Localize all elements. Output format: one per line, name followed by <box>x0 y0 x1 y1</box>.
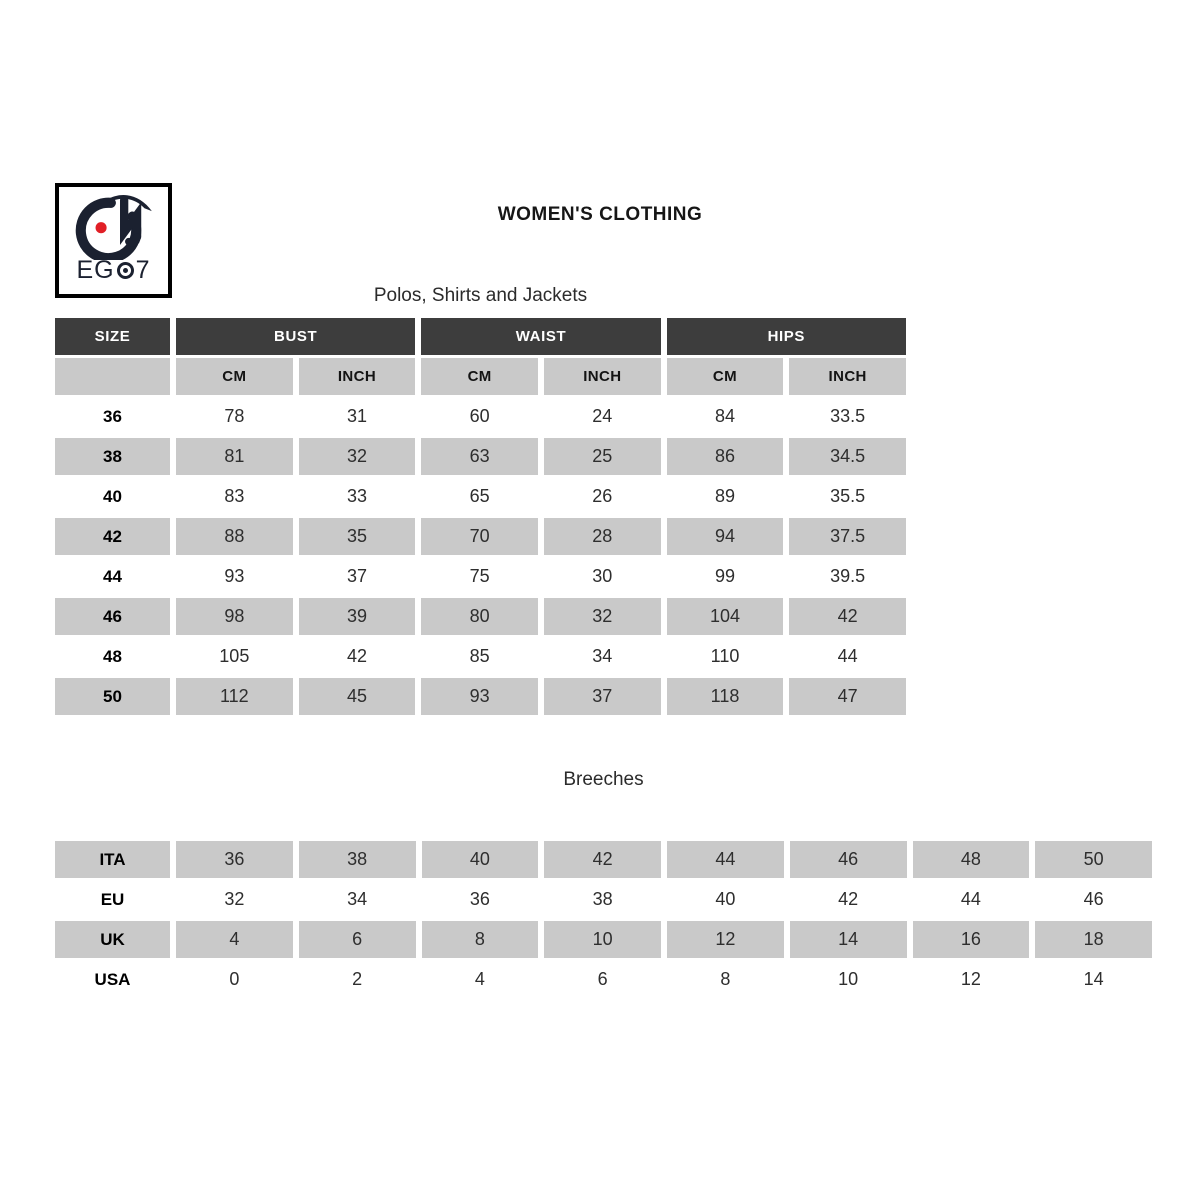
value-cell: 105 <box>219 646 250 666</box>
value-cell: 83 <box>224 486 245 506</box>
value-cell: 70 <box>421 518 538 555</box>
value-cell: 50 <box>1035 841 1152 878</box>
value-cell: 10 <box>838 969 859 989</box>
subheader-spacer-cell <box>55 358 170 395</box>
region-cell: EU <box>100 889 125 909</box>
value-cell: 0 <box>229 969 240 989</box>
column-header-size: SIZE <box>55 318 170 355</box>
value-cell: 98 <box>176 598 293 635</box>
value-cell: 6 <box>299 921 416 958</box>
value-cell: 14 <box>1083 969 1104 989</box>
value-cell: 10 <box>544 921 661 958</box>
column-header-hips: HIPS <box>667 318 906 355</box>
value-cell: 33 <box>346 486 367 506</box>
value-cell: 42 <box>838 889 859 909</box>
value-cell: 37 <box>346 566 367 586</box>
value-cell: 18 <box>1035 921 1152 958</box>
region-cell: USA <box>94 969 131 989</box>
value-cell: 36 <box>469 889 490 909</box>
value-cell: 99 <box>714 566 735 586</box>
value-cell: 34 <box>347 889 368 909</box>
subheader-bust-inch: INCH <box>299 358 416 395</box>
section-title-breeches: Breeches <box>563 769 644 790</box>
value-cell: 81 <box>176 438 293 475</box>
value-cell: 30 <box>592 566 613 586</box>
value-cell: 78 <box>224 406 245 426</box>
size-cell: 38 <box>55 438 170 475</box>
value-cell: 40 <box>715 889 736 909</box>
section-title-polos: Polos, Shirts and Jackets <box>373 285 588 306</box>
brand-name-prefix: EG <box>76 256 115 284</box>
value-cell: 44 <box>837 646 858 666</box>
value-cell: 65 <box>469 486 490 506</box>
value-cell: 2 <box>352 969 363 989</box>
value-cell: 32 <box>224 889 245 909</box>
region-cell: UK <box>55 921 170 958</box>
column-header-bust: BUST <box>176 318 415 355</box>
subheader-bust-cm: CM <box>176 358 293 395</box>
value-cell: 35 <box>299 518 416 555</box>
subheader-waist-cm: CM <box>421 358 538 395</box>
page-title: WOMEN'S CLOTHING <box>497 204 703 225</box>
value-cell: 34 <box>592 646 613 666</box>
value-cell: 33.5 <box>830 406 866 426</box>
value-cell: 24 <box>592 406 613 426</box>
value-cell: 80 <box>421 598 538 635</box>
value-cell: 32 <box>299 438 416 475</box>
value-cell: 44 <box>667 841 784 878</box>
size-cell: 46 <box>55 598 170 635</box>
value-cell: 46 <box>790 841 907 878</box>
value-cell: 38 <box>592 889 613 909</box>
value-cell: 8 <box>422 921 539 958</box>
value-cell: 93 <box>421 678 538 715</box>
value-cell: 42 <box>346 646 367 666</box>
size-cell: 36 <box>103 406 122 426</box>
value-cell: 89 <box>714 486 735 506</box>
value-cell: 88 <box>176 518 293 555</box>
value-cell: 8 <box>720 969 731 989</box>
value-cell: 25 <box>544 438 661 475</box>
value-cell: 28 <box>544 518 661 555</box>
value-cell: 93 <box>224 566 245 586</box>
brand-name <box>76 258 150 283</box>
size-cell: 40 <box>103 486 122 506</box>
value-cell: 94 <box>667 518 784 555</box>
value-cell: 63 <box>421 438 538 475</box>
value-cell: 37 <box>544 678 661 715</box>
size-cell: 44 <box>103 566 122 586</box>
value-cell: 46 <box>1083 889 1104 909</box>
value-cell: 40 <box>422 841 539 878</box>
value-cell: 16 <box>913 921 1030 958</box>
value-cell: 39.5 <box>830 566 866 586</box>
size-cell: 42 <box>55 518 170 555</box>
value-cell: 4 <box>474 969 485 989</box>
value-cell: 35.5 <box>830 486 866 506</box>
measurements-table <box>55 318 906 715</box>
value-cell: 118 <box>667 678 784 715</box>
value-cell: 75 <box>469 566 490 586</box>
value-cell: 12 <box>667 921 784 958</box>
value-cell: 86 <box>667 438 784 475</box>
region-cell: ITA <box>55 841 170 878</box>
breeches-table <box>55 841 1152 998</box>
subheader-hips-inch: INCH <box>789 358 906 395</box>
brand-logo <box>55 183 172 298</box>
value-cell: 38 <box>299 841 416 878</box>
value-cell: 34.5 <box>789 438 906 475</box>
value-cell: 37.5 <box>789 518 906 555</box>
column-header-waist: WAIST <box>421 318 660 355</box>
value-cell: 39 <box>299 598 416 635</box>
value-cell: 47 <box>789 678 906 715</box>
value-cell: 84 <box>714 406 735 426</box>
value-cell: 85 <box>469 646 490 666</box>
value-cell: 26 <box>592 486 613 506</box>
value-cell: 42 <box>789 598 906 635</box>
value-cell: 31 <box>346 406 367 426</box>
value-cell: 32 <box>544 598 661 635</box>
subheader-waist-inch: INCH <box>544 358 661 395</box>
value-cell: 36 <box>176 841 293 878</box>
brand-o-icon <box>117 262 134 279</box>
value-cell: 60 <box>469 406 490 426</box>
value-cell: 44 <box>960 889 981 909</box>
value-cell: 12 <box>960 969 981 989</box>
value-cell: 45 <box>299 678 416 715</box>
value-cell: 104 <box>667 598 784 635</box>
size-cell: 50 <box>55 678 170 715</box>
value-cell: 4 <box>176 921 293 958</box>
value-cell: 112 <box>176 678 293 715</box>
value-cell: 48 <box>913 841 1030 878</box>
size-cell: 48 <box>103 646 122 666</box>
value-cell: 42 <box>544 841 661 878</box>
subheader-hips-cm: CM <box>667 358 784 395</box>
brand-name-suffix: 7 <box>135 256 151 284</box>
value-cell: 110 <box>710 646 740 666</box>
value-cell: 14 <box>790 921 907 958</box>
value-cell: 6 <box>597 969 608 989</box>
